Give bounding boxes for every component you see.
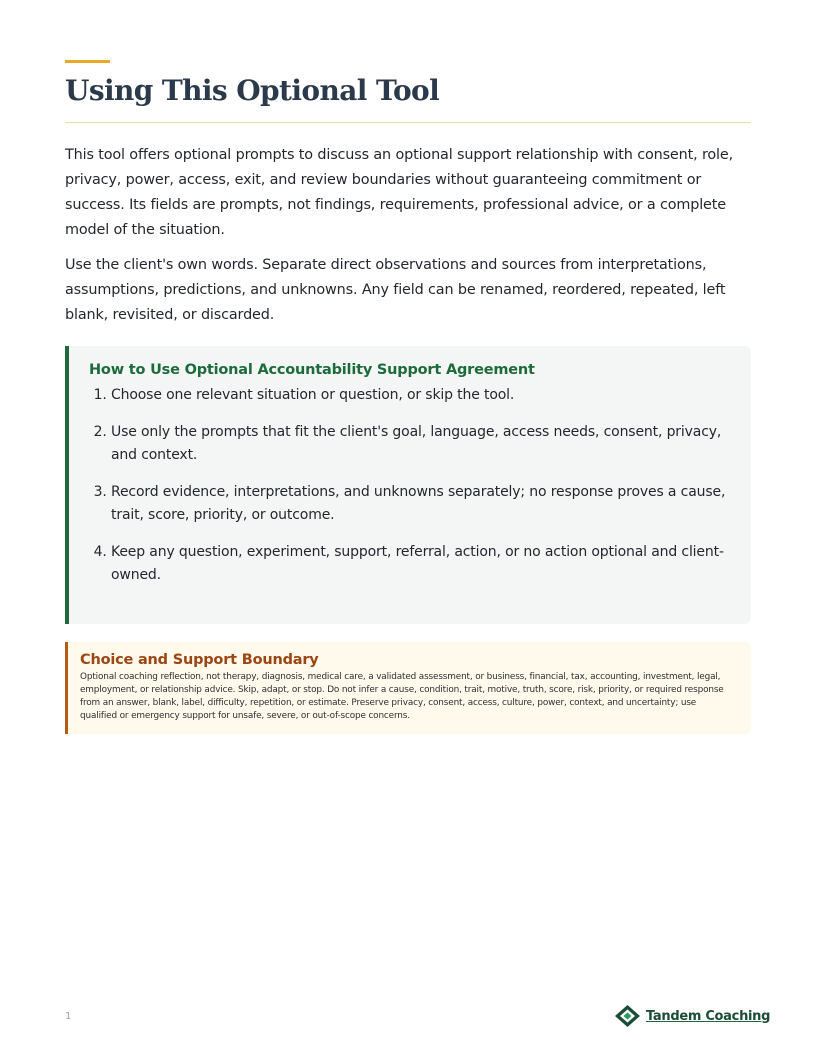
how-to-step: 3. Record evidence, interpretations, and unknowns separately; no response proves a cause, trait, score, priority, or outcome. [111,481,731,527]
title-accent-bar [65,60,110,63]
title-divider [65,122,751,123]
intro-paragraph-1: This tool offers optional prompts to discuss an optional support relationship with consent, role, privacy, power, access, exit, and review boundaries without guaranteeing commitment or success. Its fields are prompts, not findings, requirements, professional advice, or a complete model of the situation. [65,147,734,238]
footer-brand [614,1004,770,1028]
page-title: Using This Optional Tool [65,74,440,107]
how-to-heading: How to Use Optional Accountability Support Agreement [89,362,535,378]
page-number: 1 [65,1011,72,1022]
how-to-steps-list [89,384,731,587]
how-to-step: 2. Use only the prompts that fit the client's goal, language, access needs, consent, privacy, and context. [111,421,731,467]
boundary-heading: Choice and Support Boundary [80,652,319,668]
how-to-use-panel [65,346,751,624]
diamond-logo-icon [614,1004,641,1028]
choice-support-boundary-callout [65,642,751,734]
intro-section [65,143,755,338]
how-to-step: 4. Keep any question, experiment, support, referral, action, or no action optional and client-owned. [111,541,731,587]
boundary-text: Optional coaching reflection, not therapy, diagnosis, medical care, a validated assessment, or business, financial, tax, accounting, investment, legal, employment, or relationship advice. Skip, adapt, or stop. Do not infer a cause, condition, trait, motive, truth, score, risk, priority, or required response from an answer, blank, label, difficulty, repetition, or estimate. Preserve privacy, consent, access, culture, power, context, and uncertainty; use qualified or emergency support for unsafe, severe, or out-of-scope concerns. [80,672,724,721]
intro-paragraph-2: Use the client's own words. Separate direct observations and sources from interpretations, assumptions, predictions, and unknowns. Any field can be renamed, reordered, repeated, left blank, revisited, or discarded. [65,257,726,323]
brand-name: Tandem Coaching [646,1008,771,1024]
how-to-step: 1. Choose one relevant situation or question, or skip the tool. [111,384,731,407]
